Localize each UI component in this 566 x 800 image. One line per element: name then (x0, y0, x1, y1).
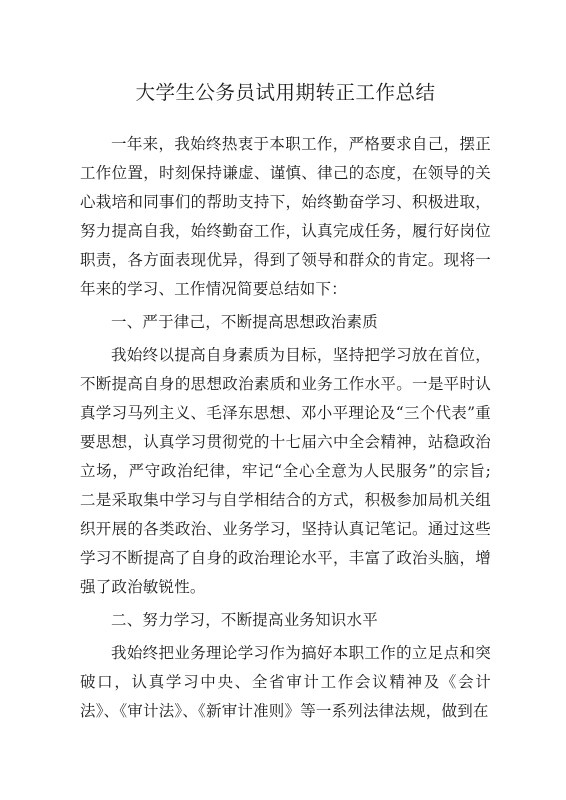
intro-paragraph: 一年来，我始终热衷于本职工作，严格要求自己，摆正工作位置，时刻保持谦虚、谨慎、律己的态度，在领导的关心栽培和同事们的帮助支持下，始终勤奋学习、积极进取，努力提高自我，始终勤奋工作，认真完成任务，履行好岗位职责，各方面表现优异，得到了领导和群众的肯定。现将一年来的学习、工作情况简要总结如下： (80, 135, 491, 298)
document-title: 大学生公务员试用期转正工作总结 (135, 81, 436, 104)
section-1-paragraph: 我始终以提高自身素质为目标，坚持把学习放在首位，不断提高自身的思想政治素质和业务工作水平。一是平时认真学习马列主义、毛泽东思想、邓小平理论及“三个代表”重要思想，认真学习贯彻党的十七届六中全会精神，站稳政治立场，严守政治纪律，牢记“全心全意为人民服务”的宗旨;二是采取集中学习与自学相结合的方式，积极参加局机关组织开展的各类政治、业务学习，坚持认真记笔记。通过这些学习不断提高了自身的政治理论水平，丰富了政治头脑，增强了政治敏锐性。 (80, 346, 491, 596)
section-heading-1: 一、严于律己，不断提高思想政治素质 (111, 313, 378, 331)
section-2-paragraph: 我始终把业务理论学习作为搞好本职工作的立足点和突破口，认真学习中央、全省审计工作会议精神及《会计法》、《审计法》、《新审计准则》等一系列法律法规，做到在 (80, 644, 491, 720)
section-heading-2: 二、努力学习，不断提高业务知识水平 (111, 611, 378, 629)
